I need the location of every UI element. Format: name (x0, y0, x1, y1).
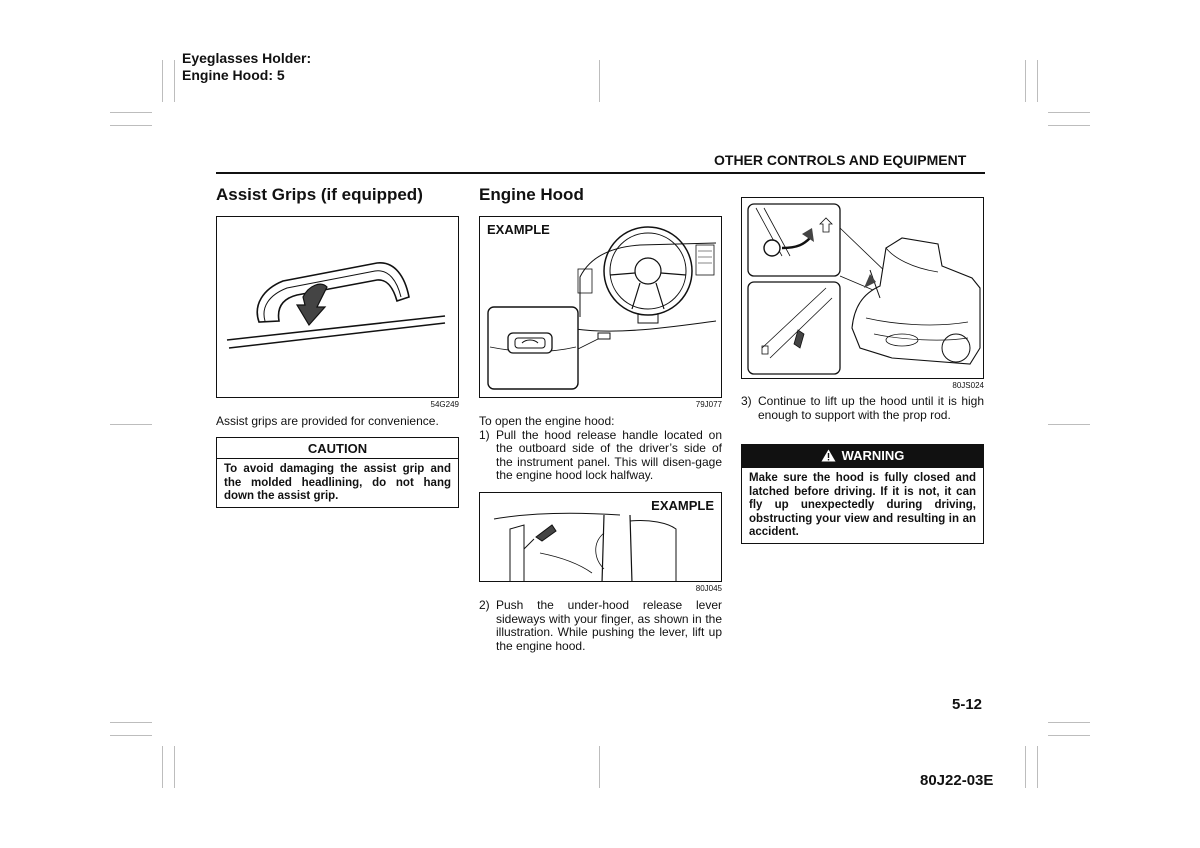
warning-title-bar (742, 445, 983, 468)
assist-grip-illustration (217, 217, 459, 398)
document-header (182, 50, 311, 84)
crop-mark (110, 125, 152, 126)
warning-title: WARNING (841, 448, 905, 463)
crop-mark (1037, 746, 1038, 788)
crop-mark (599, 60, 600, 102)
car-hood-open-illustration (742, 198, 984, 379)
document-code: 80J22-03E (920, 772, 994, 789)
figure-code: 80JS024 (952, 381, 984, 390)
crop-mark (162, 746, 163, 788)
figure-code: 54G249 (430, 400, 459, 409)
crop-mark (1048, 735, 1090, 736)
document-header-line1: Eyeglasses Holder: (182, 50, 312, 66)
assist-grips-heading: Assist Grips (if equipped) (216, 185, 423, 204)
warning-box (741, 444, 984, 544)
prop-rod-figure (741, 197, 984, 379)
crop-mark (1025, 60, 1026, 102)
figure-code: 80J045 (695, 584, 722, 593)
header-rule (216, 172, 985, 174)
crop-mark (110, 722, 152, 723)
crop-mark (1048, 424, 1090, 425)
figure-code: 79J077 (695, 400, 722, 409)
step-number: 3) (741, 394, 752, 408)
crop-mark (174, 60, 175, 102)
step-number: 1) (479, 427, 490, 442)
engine-hood-heading: Engine Hood (479, 185, 584, 204)
crop-mark (1048, 722, 1090, 723)
caution-body: To avoid damaging the assist grip and the molded headlining, do not hang down the assist grip. (224, 463, 451, 502)
crop-mark (599, 746, 600, 788)
hood-lever-illustration (480, 493, 722, 582)
assist-grips-text: Assist grips are provided for convenience. (216, 414, 439, 428)
step-3 (741, 395, 984, 422)
engine-hood-intro: To open the engine hood: (479, 414, 615, 428)
crop-mark (110, 424, 152, 425)
step-text: Continue to lift up the hood until it is high enough to support with the prop rod. (758, 394, 984, 422)
instrument-panel-illustration (480, 217, 722, 398)
crop-mark (1037, 60, 1038, 102)
hood-release-figure (479, 216, 722, 398)
assist-grip-figure (216, 216, 459, 398)
under-hood-lever-figure (479, 492, 722, 582)
figure-label: EXAMPLE (651, 498, 714, 513)
crop-mark (1025, 746, 1026, 788)
crop-mark (174, 746, 175, 788)
figure-label: EXAMPLE (487, 222, 550, 237)
crop-mark (110, 735, 152, 736)
crop-mark (1048, 112, 1090, 113)
warning-body: Make sure the hood is fully closed and latched before driving. If it is not, it can fly up unexpectedly during driving, obstructing your view and resulting in an accident. (749, 472, 976, 538)
document-header-line2: Engine Hood: 5 (182, 67, 285, 83)
caution-title: CAUTION (217, 438, 458, 459)
step-text: Push the under-hood release lever sideways with your finger, as shown in the illustration. While pushing the lever, lift up the engine hood. (496, 598, 722, 653)
crop-mark (162, 60, 163, 102)
step-number: 2) (479, 598, 490, 612)
step-text: Pull the hood release handle located on the outboard side of the driver’s side of the instrument panel. This will disen-gage the engine hood lock halfway. (496, 427, 722, 482)
section-title: OTHER CONTROLS AND EQUIPMENT (714, 152, 967, 168)
step-2 (479, 599, 722, 653)
crop-mark (1048, 125, 1090, 126)
page-number: 5-12 (952, 696, 983, 713)
step-1 (479, 429, 722, 483)
crop-mark (110, 112, 152, 113)
warning-triangle-icon (821, 449, 836, 465)
caution-box (216, 437, 459, 508)
